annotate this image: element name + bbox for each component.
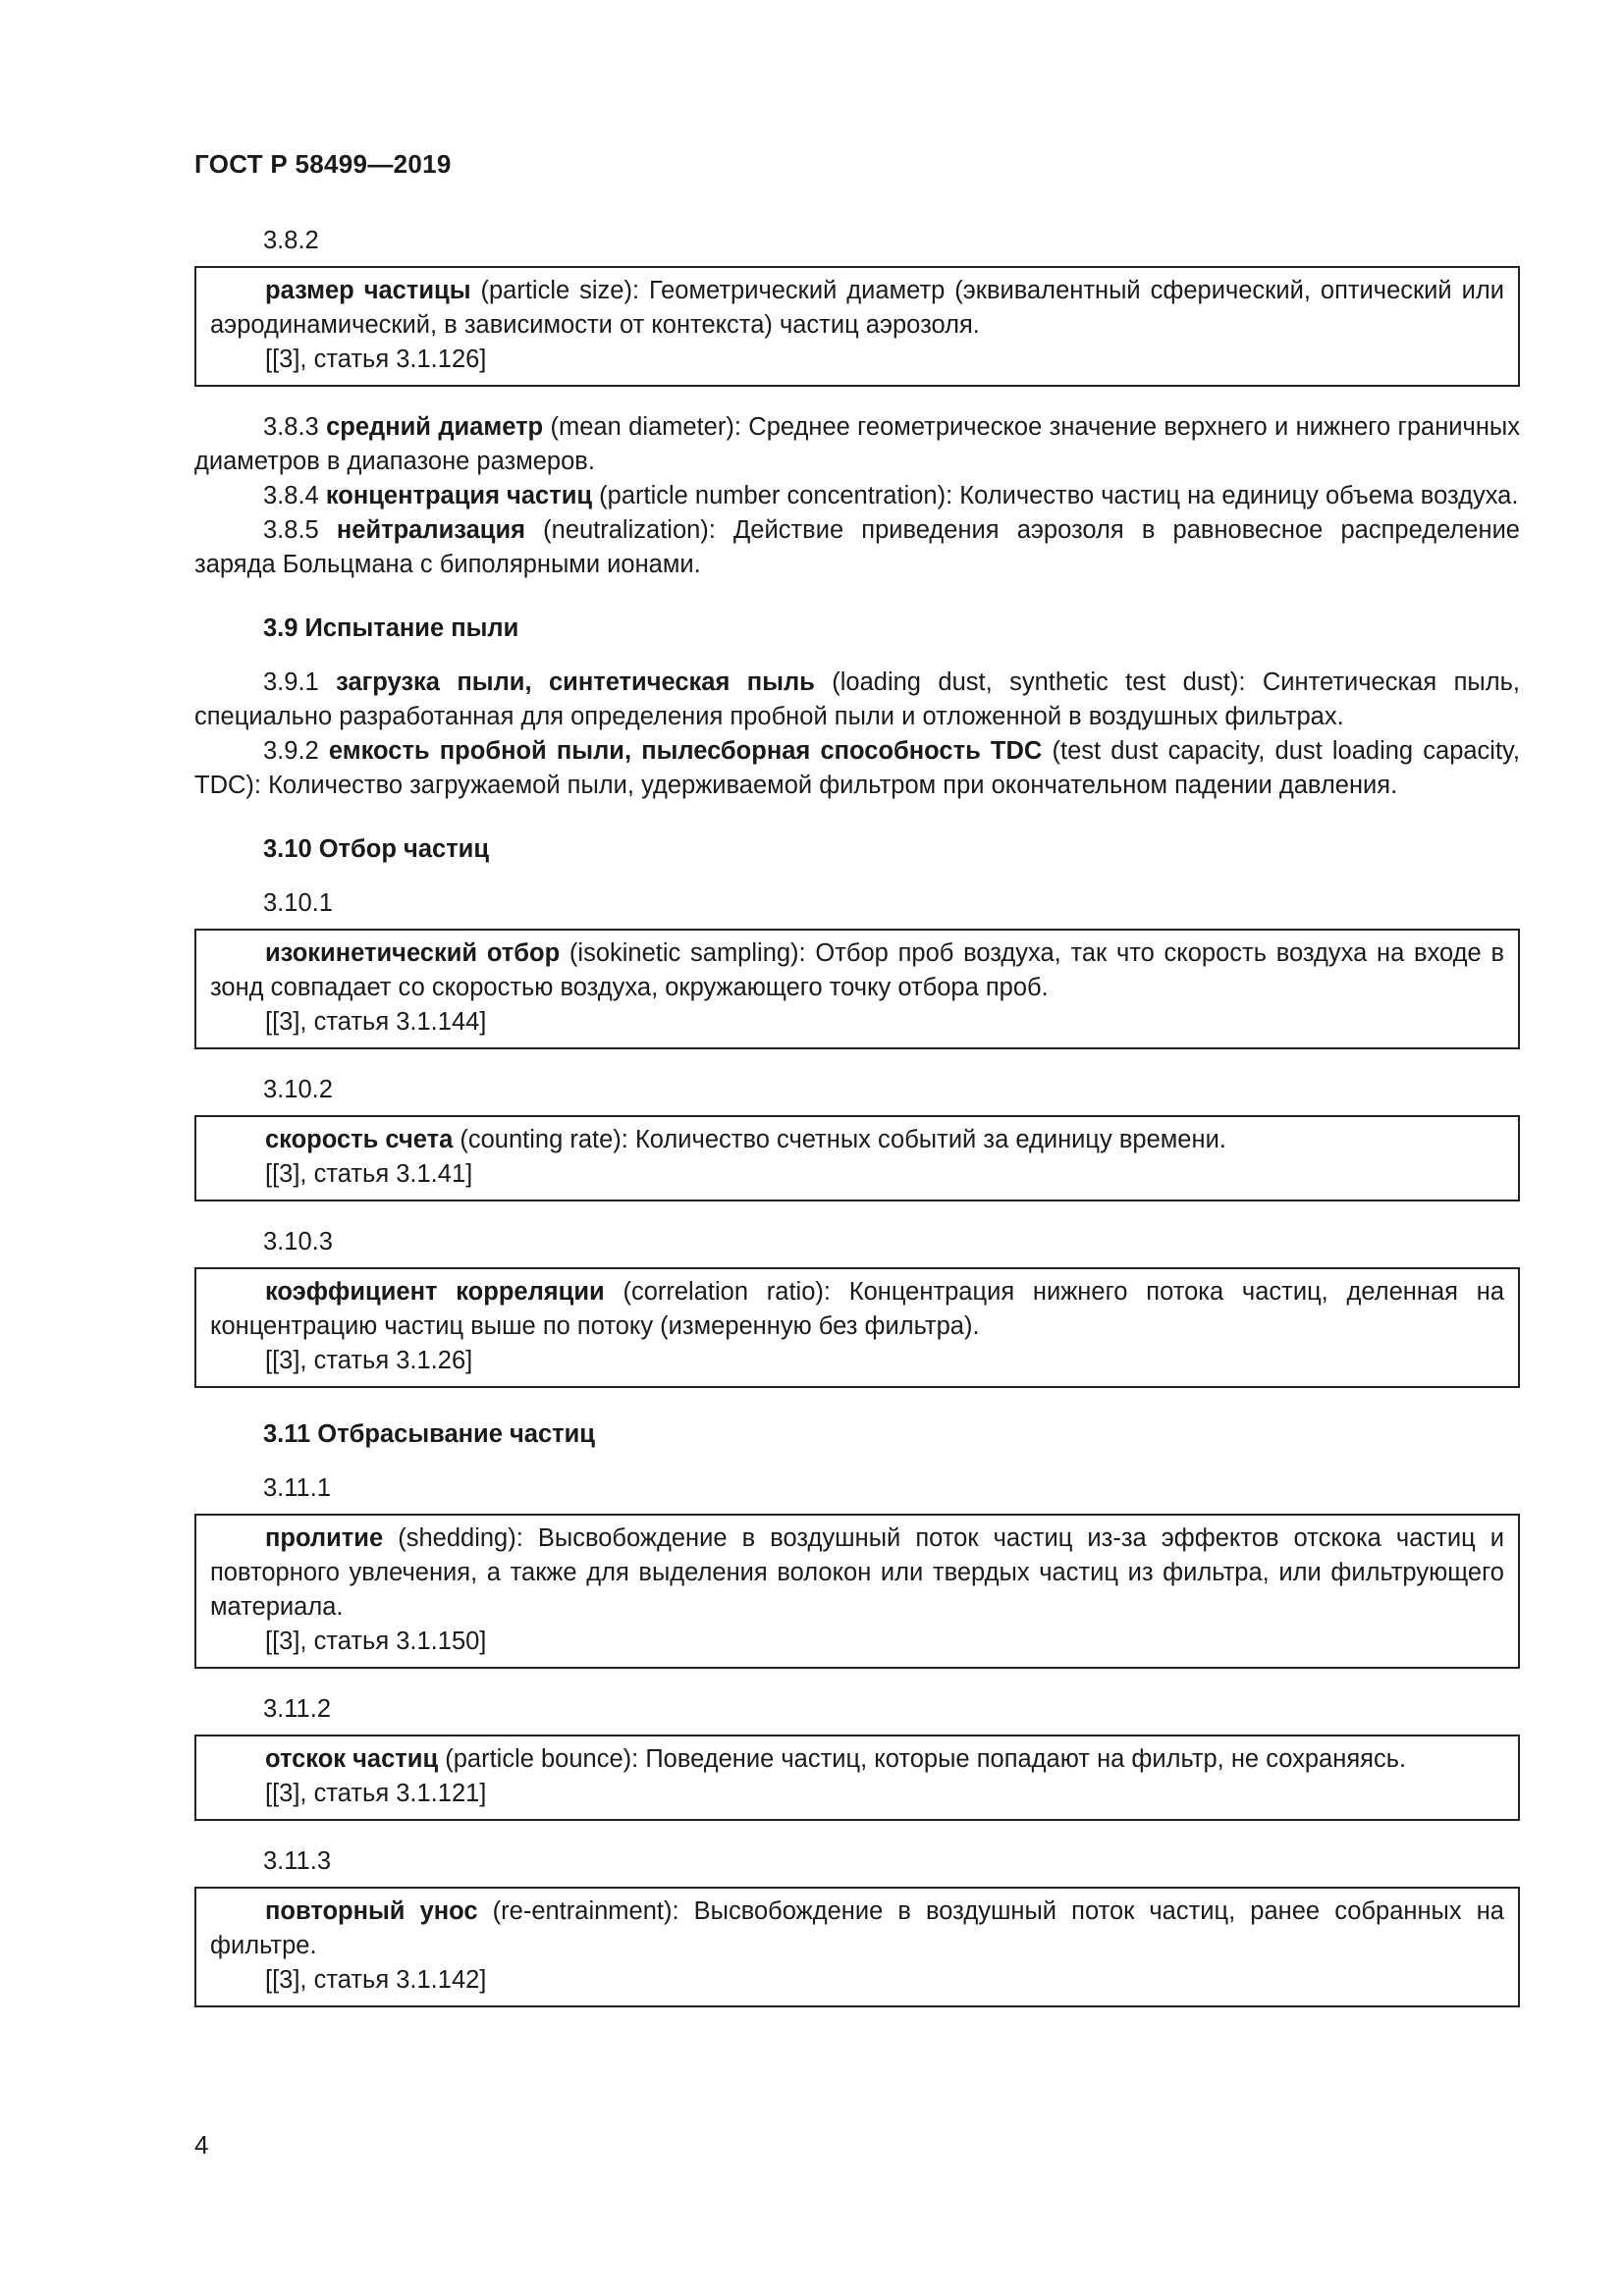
term: средний диаметр bbox=[326, 413, 544, 441]
document-body bbox=[194, 224, 1520, 2031]
term: нейтрализация bbox=[336, 516, 525, 544]
definition: (particle number concentration): Количество частиц на единицу объема воздуха. bbox=[592, 482, 1519, 509]
term-source: [[3], статья 3.1.26] bbox=[265, 1347, 473, 1374]
definition: (mean diameter): Среднее геометрическое значение верхнего и нижнего граничных диаметров в диапазоне размеров. bbox=[194, 413, 1520, 475]
term-definition bbox=[210, 1123, 1504, 1157]
term-source: [[3], статья 3.1.150] bbox=[265, 1628, 487, 1655]
definition: (particle size): Геометрический диаметр (эквивалентный сферический, оптический или аэродинамический, в зависимости от контекста) частиц аэрозоля. bbox=[210, 277, 1504, 339]
term-box bbox=[194, 1267, 1520, 1388]
term-paragraph bbox=[194, 479, 1520, 513]
definition: (shedding): Высвобождение в воздушный поток частиц из-за эффектов отскока частиц и повторного увлечения, а также для выделения волокон или твердых частиц из фильтра, или фильтрующего материала. bbox=[210, 1524, 1504, 1621]
definition: (re-entrainment): Высвобождение в воздушный поток частиц, ранее собранных на фильтре. bbox=[210, 1897, 1504, 1959]
term: загрузка пыли, синтетическая пыль bbox=[336, 668, 815, 696]
entry-number: 3.8.5 bbox=[263, 516, 319, 544]
definition: (loading dust, synthetic test dust): Синтетическая пыль, специально разработанная для определения пробной пыли и отложенной в воздушных фильтрах. bbox=[194, 668, 1520, 730]
definition: (isokinetic sampling): Отбор проб воздуха, так что скорость воздуха на входе в зонд совпадает со скоростью воздуха, окружающего точку отбора проб. bbox=[210, 939, 1505, 1001]
section-heading: 3.9 Испытание пыли bbox=[263, 614, 519, 642]
entry-number: 3.10.1 bbox=[263, 889, 333, 917]
entry-number: 3.11.1 bbox=[263, 1474, 332, 1502]
definition: (test dust capacity, dust loading capacity, TDC): Количество загружаемой пыли, удерживаемой фильтром при окончательном падении давления. bbox=[194, 737, 1521, 799]
term-definition bbox=[210, 1275, 1504, 1344]
term-definition bbox=[210, 936, 1504, 1005]
document-header: ГОСТ Р 58499—2019 bbox=[194, 149, 452, 179]
term-paragraph bbox=[194, 734, 1520, 803]
term-definition bbox=[210, 1895, 1504, 1963]
term: скорость счета bbox=[265, 1126, 454, 1153]
section-heading: 3.11 Отбрасывание частиц bbox=[263, 1420, 595, 1448]
term-paragraph bbox=[194, 666, 1520, 734]
entry-number: 3.10.2 bbox=[263, 1076, 333, 1103]
entry-number: 3.8.4 bbox=[263, 482, 319, 509]
entry-number: 3.11.2 bbox=[263, 1695, 332, 1723]
term-source: [[3], статья 3.1.126] bbox=[265, 346, 487, 373]
section-heading: 3.10 Отбор частиц bbox=[263, 835, 490, 863]
term-definition bbox=[210, 274, 1504, 343]
entry-number: 3.10.3 bbox=[263, 1228, 333, 1255]
term: пролитие bbox=[265, 1524, 384, 1552]
page-number: 4 bbox=[194, 2130, 209, 2160]
term-source: [[3], статья 3.1.121] bbox=[265, 1780, 487, 1807]
term-box bbox=[194, 1887, 1520, 2007]
term-box bbox=[194, 1514, 1520, 1669]
term: изокинетический отбор bbox=[265, 939, 561, 967]
definition: (correlation ratio): Концентрация нижнего потока частиц, деленная на концентрацию частиц выше по потоку (измеренную без фильтра). bbox=[210, 1278, 1505, 1340]
term-source: [[3], статья 3.1.142] bbox=[265, 1966, 487, 1994]
definition: (neutralization): Действие приведения аэрозоля в равновесное распределение заряда Больцмана с биполярными ионами. bbox=[194, 516, 1520, 578]
term-source: [[3], статья 3.1.41] bbox=[265, 1160, 473, 1188]
term-definition bbox=[210, 1742, 1504, 1777]
term-definition bbox=[210, 1522, 1504, 1625]
entry-number: 3.8.2 bbox=[263, 227, 319, 254]
term-source: [[3], статья 3.1.144] bbox=[265, 1008, 487, 1036]
term-box bbox=[194, 1735, 1520, 1821]
term-paragraph bbox=[194, 410, 1520, 479]
term: повторный унос bbox=[265, 1897, 478, 1925]
term: отскок частиц bbox=[265, 1745, 439, 1773]
term-box bbox=[194, 929, 1520, 1049]
entry-number: 3.9.2 bbox=[263, 737, 319, 765]
definition: (particle bounce): Поведение частиц, которые попадают на фильтр, не сохраняясь. bbox=[438, 1745, 1407, 1773]
term-paragraph bbox=[194, 513, 1520, 582]
entry-number: 3.11.3 bbox=[263, 1847, 332, 1875]
entry-number: 3.8.3 bbox=[263, 413, 319, 441]
term: коэффициент корреляции bbox=[265, 1278, 605, 1306]
term-box bbox=[194, 266, 1520, 387]
term: размер частицы bbox=[265, 277, 471, 304]
term: емкость пробной пыли, пылесборная способность TDC bbox=[328, 737, 1043, 765]
term: концентрация частиц bbox=[325, 482, 593, 509]
term-box bbox=[194, 1115, 1520, 1201]
definition: (counting rate): Количество счетных событий за единицу времени. bbox=[453, 1126, 1226, 1153]
entry-number: 3.9.1 bbox=[263, 668, 319, 696]
